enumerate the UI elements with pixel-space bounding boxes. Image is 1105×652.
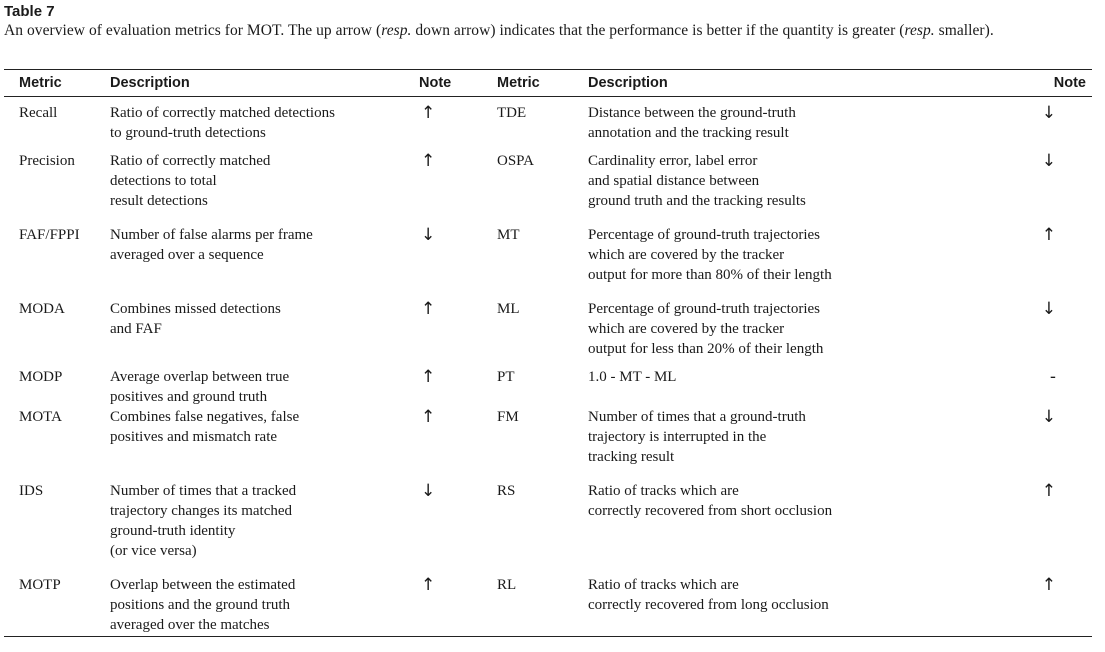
description-line: (or vice versa)	[110, 542, 197, 559]
metric-name: FM	[497, 408, 519, 425]
metric-name: PT	[497, 368, 515, 385]
metric-note	[972, 97, 1092, 151]
description-line: Ratio of tracks which are	[588, 482, 739, 499]
metric-name: RL	[497, 576, 517, 593]
metric-name: ML	[497, 300, 520, 317]
metric-description	[110, 575, 419, 637]
metric-name: RS	[497, 482, 516, 499]
table-description: An overview of evaluation metrics for MOT. The up arrow (resp. down arrow) indicates that the performance is better if the quantity is greater (resp. smaller).	[4, 22, 994, 39]
note-arrow-icon: ↓	[1041, 298, 1056, 319]
metric-description	[588, 151, 972, 225]
note-arrow-icon: ↑	[421, 150, 436, 171]
metric-description	[110, 299, 419, 367]
description-line: Distance between the ground-truth	[588, 105, 796, 121]
note-arrow-icon: ↓	[1041, 406, 1056, 427]
header-metric: Metric	[497, 75, 540, 91]
metric-name: TDE	[497, 105, 527, 121]
metric-note	[419, 367, 497, 407]
table-row	[4, 299, 1092, 367]
note-arrow-icon: ↑	[421, 406, 436, 427]
header-note: Note	[1053, 75, 1086, 91]
description-line: Combines false negatives, false	[110, 408, 300, 425]
metric-description	[110, 407, 419, 481]
metric-name: MOTP	[19, 576, 61, 593]
table-label: Table 7	[4, 3, 55, 20]
metric-name: MOTA	[19, 408, 62, 425]
header-metric: Metric	[19, 75, 62, 91]
note-arrow-icon: ↑	[1041, 574, 1056, 595]
description-line: tracking result	[588, 448, 675, 465]
note-arrow-icon: ↑	[421, 366, 436, 387]
description-line: Number of times that a tracked	[110, 482, 297, 499]
metric-note	[419, 151, 497, 225]
metric-description	[110, 97, 419, 151]
metric-name: FAF/FPPI	[19, 226, 80, 243]
description-line: averaged over the matches	[110, 616, 270, 633]
description-line: output for less than 20% of their length	[588, 340, 824, 357]
note-arrow-icon: ↓	[421, 480, 436, 501]
metric-name: MT	[497, 226, 520, 243]
metric-note	[419, 575, 497, 637]
note-arrow-icon: ↑	[421, 298, 436, 319]
header-description: Description	[110, 75, 190, 91]
description-line: Ratio of correctly matched detections	[110, 105, 335, 121]
description-line: Cardinality error, label error	[588, 152, 758, 169]
description-line: positions and the ground truth	[110, 596, 290, 613]
metric-description	[588, 407, 972, 481]
metric-note	[419, 97, 497, 151]
note-arrow-icon: ↓	[421, 224, 436, 245]
description-line: Average overlap between true	[110, 368, 290, 385]
description-line: which are covered by the tracker	[588, 246, 785, 263]
metric-note	[419, 299, 497, 367]
note-arrow-icon: ↑	[1041, 224, 1056, 245]
description-line: correctly recovered from short occlusion	[588, 502, 833, 519]
metric-description	[110, 367, 419, 407]
table-row	[4, 151, 1092, 225]
description-line: and FAF	[110, 320, 162, 337]
header-note: Note	[419, 75, 452, 91]
metric-name: Recall	[19, 105, 58, 121]
note-arrow-icon: ↑	[421, 103, 436, 123]
description-line: Number of times that a ground-truth	[588, 408, 806, 425]
description-line: Overlap between the estimated	[110, 576, 296, 593]
description-line: positives and mismatch rate	[110, 428, 278, 445]
note-arrow-icon: ↓	[1041, 150, 1056, 171]
metric-description	[588, 299, 972, 367]
table-header-row	[4, 70, 1092, 97]
description-line: which are covered by the tracker	[588, 320, 785, 337]
description-line: ground-truth identity	[110, 522, 236, 539]
table-row	[4, 97, 1092, 151]
table-caption	[4, 2, 1096, 41]
description-line: and spatial distance between	[588, 172, 760, 189]
metric-note	[972, 575, 1092, 637]
metric-description	[110, 151, 419, 225]
metrics-table	[4, 69, 1092, 637]
metric-note	[419, 481, 497, 575]
description-line: annotation and the tracking result	[588, 125, 789, 141]
description-line: ground truth and the tracking results	[588, 192, 806, 209]
description-line: output for more than 80% of their length	[588, 266, 832, 283]
description-line: Combines missed detections	[110, 300, 281, 317]
note-arrow-icon: ↑	[1041, 480, 1056, 501]
metric-name: OSPA	[497, 152, 534, 169]
metric-description	[588, 97, 972, 151]
note-arrow-icon: ↑	[421, 574, 436, 595]
metric-description	[110, 225, 419, 299]
metric-note	[972, 151, 1092, 225]
header-description: Description	[588, 75, 668, 91]
description-line: 1.0 - MT - ML	[588, 368, 677, 385]
metric-note	[972, 299, 1092, 367]
metric-description	[588, 481, 972, 575]
metric-name: Precision	[19, 152, 75, 169]
metric-description	[588, 367, 972, 407]
table-row	[4, 225, 1092, 299]
metric-note	[972, 407, 1092, 481]
metric-description	[588, 575, 972, 637]
description-line: Percentage of ground-truth trajectories	[588, 226, 820, 243]
description-line: result detections	[110, 192, 208, 209]
note-arrow-icon: -	[1049, 366, 1056, 387]
table-row	[4, 407, 1092, 481]
table-row	[4, 575, 1092, 637]
description-line: Number of false alarms per frame	[110, 226, 313, 243]
note-arrow-icon: ↓	[1041, 103, 1056, 123]
table-row	[4, 481, 1092, 575]
metric-name: MODP	[19, 368, 63, 385]
metric-note	[419, 225, 497, 299]
metric-name: MODA	[19, 300, 65, 317]
description-line: trajectory changes its matched	[110, 502, 293, 519]
description-line: to ground-truth detections	[110, 125, 266, 141]
description-line: positives and ground truth	[110, 388, 268, 405]
metric-note	[972, 367, 1092, 407]
description-line: averaged over a sequence	[110, 246, 264, 263]
description-line: Ratio of tracks which are	[588, 576, 739, 593]
description-line: Ratio of correctly matched	[110, 152, 271, 169]
description-line: detections to total	[110, 172, 217, 189]
metric-note	[419, 407, 497, 481]
metric-description	[588, 225, 972, 299]
metric-name: IDS	[19, 482, 44, 499]
metric-note	[972, 225, 1092, 299]
description-line: Percentage of ground-truth trajectories	[588, 300, 820, 317]
description-line: correctly recovered from long occlusion	[588, 596, 829, 613]
metric-note	[972, 481, 1092, 575]
table-row	[4, 367, 1092, 407]
metric-description	[110, 481, 419, 575]
description-line: trajectory is interrupted in the	[588, 428, 767, 445]
